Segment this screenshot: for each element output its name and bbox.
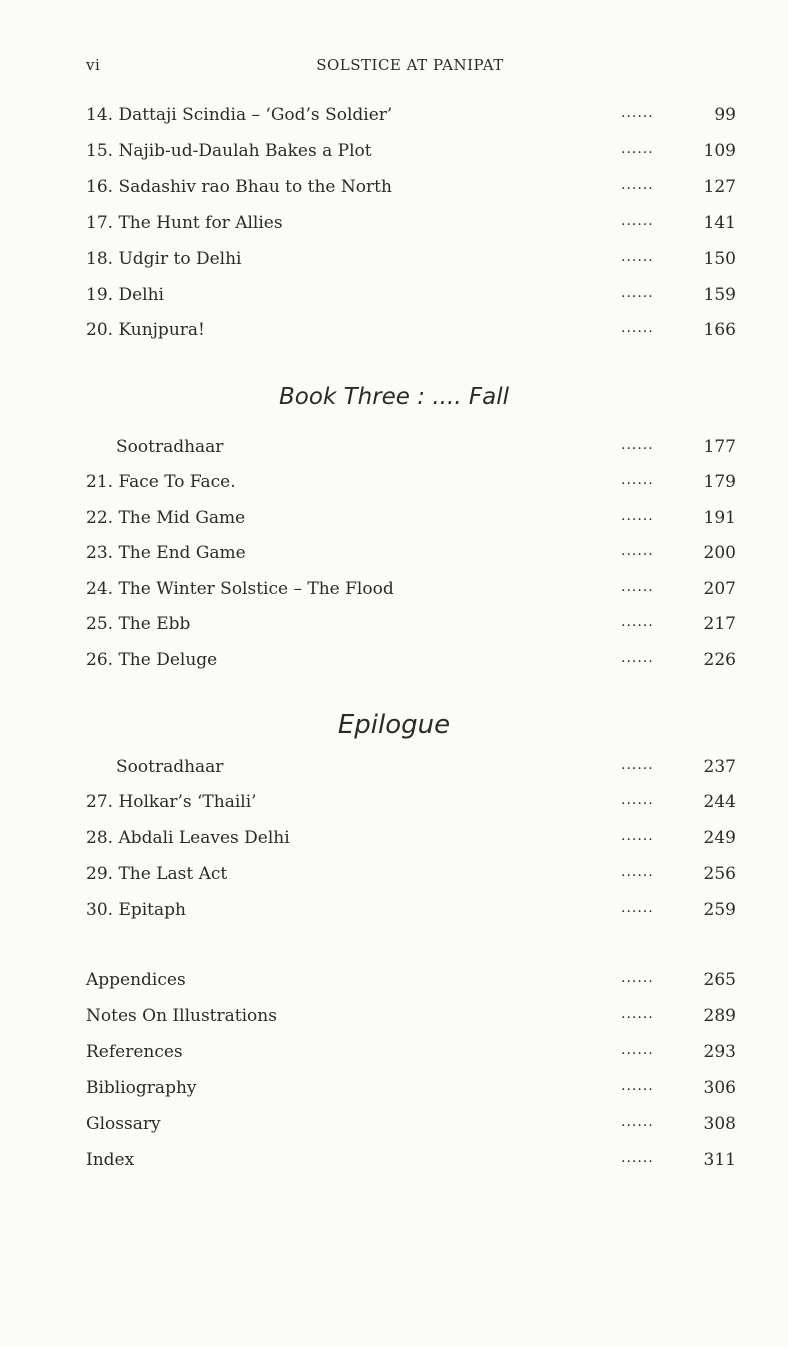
- toc-entry: [86, 1147, 736, 1173]
- toc-entry: [86, 1111, 736, 1137]
- toc-entry: [86, 1075, 736, 1101]
- entry-page: 226: [703, 650, 736, 670]
- entry-page: 265: [703, 970, 736, 990]
- entry-title: Glossary: [86, 1114, 161, 1134]
- entry-title: 28. Abdali Leaves Delhi: [86, 828, 290, 848]
- leader-dots: ......: [621, 285, 654, 301]
- leader-dots: ......: [621, 472, 654, 488]
- toc-entry: [86, 505, 736, 531]
- toc-entry: [86, 611, 736, 637]
- leader-dots: ......: [621, 900, 654, 916]
- toc-entry: [86, 1039, 736, 1065]
- entry-title: Bibliography: [86, 1078, 197, 1098]
- folio: vi: [86, 56, 101, 74]
- entry-page: 256: [703, 864, 736, 884]
- page-header: [86, 56, 734, 80]
- toc-entry: [86, 576, 736, 602]
- entry-title: 29. The Last Act: [86, 864, 228, 884]
- entry-title: 26. The Deluge: [86, 650, 218, 670]
- entry-page: 237: [703, 757, 736, 777]
- leader-dots: ......: [621, 579, 654, 595]
- entry-title: 17. The Hunt for Allies: [86, 213, 283, 233]
- entry-title: 22. The Mid Game: [86, 508, 246, 528]
- entry-title: 16. Sadashiv rao Bhau to the North: [86, 177, 392, 197]
- entry-title: 27. Holkar’s ‘Thaili’: [86, 792, 257, 812]
- entry-page: 259: [703, 900, 736, 920]
- entry-page: 289: [703, 1006, 736, 1026]
- entry-page: 177: [703, 437, 736, 457]
- leader-dots: ......: [621, 864, 654, 880]
- leader-dots: ......: [621, 320, 654, 336]
- entry-page: 127: [703, 177, 736, 197]
- entry-page: 311: [703, 1150, 736, 1170]
- leader-dots: ......: [621, 828, 654, 844]
- toc-entry: [86, 825, 736, 851]
- entry-page: 306: [703, 1078, 736, 1098]
- entry-page: 179: [703, 472, 736, 492]
- entry-page: 191: [703, 508, 736, 528]
- entry-title: 30. Epitaph: [86, 900, 186, 920]
- entry-page: 244: [703, 792, 736, 812]
- entry-page: 293: [703, 1042, 736, 1062]
- entry-title: Index: [86, 1150, 135, 1170]
- section-heading-book-three: Book Three : .... Fall: [279, 384, 509, 410]
- entry-page: 217: [703, 614, 736, 634]
- entry-title: Notes On Illustrations: [86, 1006, 277, 1026]
- entry-title: 20. Kunjpura!: [86, 320, 205, 340]
- leader-dots: ......: [621, 1078, 654, 1094]
- toc-entry: [86, 210, 736, 236]
- toc-entry: [86, 138, 736, 164]
- entry-page: 166: [703, 320, 736, 340]
- running-title: SOLSTICE AT PANIPAT: [316, 56, 504, 74]
- toc-entry: [86, 434, 736, 460]
- entry-title: 18. Udgir to Delhi: [86, 249, 242, 269]
- entry-page: 308: [703, 1114, 736, 1134]
- leader-dots: ......: [621, 650, 654, 666]
- toc-entry: [86, 282, 736, 308]
- entry-page: 141: [703, 213, 736, 233]
- leader-dots: ......: [621, 141, 654, 157]
- leader-dots: ......: [621, 543, 654, 559]
- toc-entry: [86, 174, 736, 200]
- entry-title: 24. The Winter Solstice – The Flood: [86, 579, 394, 599]
- toc-entry: [86, 246, 736, 272]
- toc-entry: [86, 469, 736, 495]
- entry-title: 25. The Ebb: [86, 614, 191, 634]
- leader-dots: ......: [621, 970, 654, 986]
- entry-title: References: [86, 1042, 183, 1062]
- leader-dots: ......: [621, 1042, 654, 1058]
- entry-title: 14. Dattaji Scindia – ‘God’s Soldier’: [86, 105, 393, 125]
- entry-title: Sootradhaar: [116, 437, 224, 457]
- leader-dots: ......: [621, 249, 654, 265]
- entry-title: 19. Delhi: [86, 285, 164, 305]
- toc-entry: [86, 754, 736, 780]
- toc-entry: [86, 967, 736, 993]
- entry-page: 159: [703, 285, 736, 305]
- section-heading-epilogue: Epilogue: [337, 710, 451, 740]
- leader-dots: ......: [621, 177, 654, 193]
- leader-dots: ......: [621, 614, 654, 630]
- leader-dots: ......: [621, 1150, 654, 1166]
- entry-title: 23. The End Game: [86, 543, 246, 563]
- entry-page: 109: [703, 141, 736, 161]
- leader-dots: ......: [621, 1006, 654, 1022]
- entry-page: 249: [703, 828, 736, 848]
- entry-page: 200: [703, 543, 736, 563]
- toc-entry: [86, 789, 736, 815]
- toc-entry: [86, 861, 736, 887]
- toc-entry: [86, 540, 736, 566]
- leader-dots: ......: [621, 105, 654, 121]
- entry-page: 99: [714, 105, 736, 125]
- toc-entry: [86, 317, 736, 343]
- toc-entry: [86, 1003, 736, 1029]
- leader-dots: ......: [621, 437, 654, 453]
- entry-title: 15. Najib-ud-Daulah Bakes a Plot: [86, 141, 372, 161]
- entry-title: Sootradhaar: [116, 757, 224, 777]
- leader-dots: ......: [621, 508, 654, 524]
- entry-title: Appendices: [86, 970, 186, 990]
- entry-page: 150: [703, 249, 736, 269]
- leader-dots: ......: [621, 792, 654, 808]
- entry-title: 21. Face To Face.: [86, 472, 236, 492]
- leader-dots: ......: [621, 213, 654, 229]
- toc-entry: [86, 897, 736, 923]
- leader-dots: ......: [621, 757, 654, 773]
- leader-dots: ......: [621, 1114, 654, 1130]
- toc-entry: [86, 647, 736, 673]
- toc-entry: [86, 102, 736, 128]
- entry-page: 207: [703, 579, 736, 599]
